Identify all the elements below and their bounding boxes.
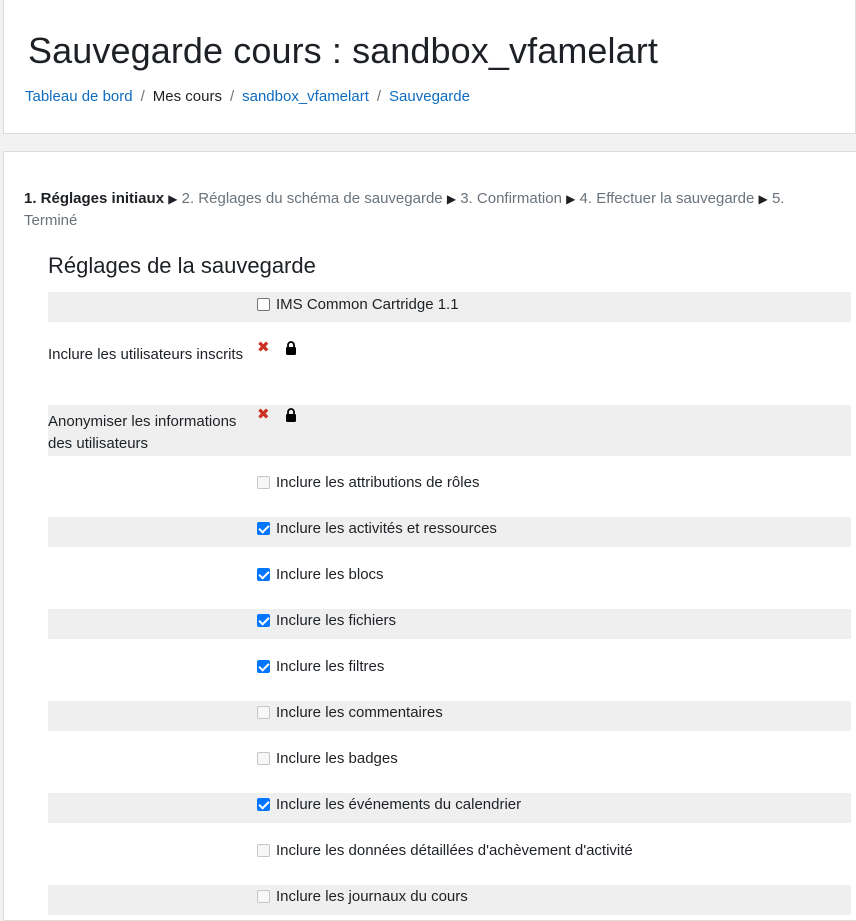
- anonymize-label: Anonymiser les informations des utilisateurs: [48, 413, 237, 452]
- include-users-label: Inclure les utilisateurs inscrits: [48, 346, 244, 363]
- anonymize-value: [257, 407, 297, 422]
- setting-row-include-users: [48, 322, 851, 405]
- role-assignments-checkbox[interactable]: [257, 476, 270, 489]
- filters-checkbox[interactable]: [257, 660, 270, 673]
- lock-icon: [285, 341, 297, 355]
- setting-row-filters: [48, 655, 851, 685]
- filters-label: Inclure les filtres: [276, 658, 385, 675]
- breadcrumb-separator: /: [140, 88, 145, 105]
- activities-checkbox[interactable]: [257, 522, 270, 535]
- comments-checkbox[interactable]: [257, 706, 270, 719]
- setting-row-role-assignments: [48, 471, 851, 501]
- setting-row-blocks: [48, 563, 851, 593]
- main-content: [3, 151, 856, 921]
- progress-step: 4. Effectuer la sauvegarde: [579, 190, 755, 207]
- setting-row-badges: [48, 747, 851, 777]
- files-label: Inclure les fichiers: [276, 612, 397, 629]
- backup-progress-steps: [24, 188, 824, 232]
- ims-cartridge-checkbox[interactable]: [257, 298, 270, 311]
- settings-section-title: Réglages de la sauvegarde: [48, 253, 316, 278]
- page-header: [3, 0, 856, 134]
- option-blocks[interactable]: [257, 566, 384, 583]
- breadcrumb: [25, 88, 470, 105]
- option-comments[interactable]: [257, 704, 443, 721]
- option-calendar[interactable]: [257, 796, 521, 813]
- logs-label: Inclure les journaux du cours: [276, 888, 468, 905]
- option-logs[interactable]: [257, 888, 468, 905]
- role-assignments-label: Inclure les attributions de rôles: [276, 474, 480, 491]
- include-users-value: [257, 340, 297, 355]
- breadcrumb-my-courses: Mes cours: [152, 88, 222, 105]
- setting-row-anonymize: [48, 405, 851, 456]
- breadcrumb-course-link[interactable]: sandbox_vfamelart: [242, 88, 369, 105]
- progress-arrow-icon: ▶: [168, 192, 178, 206]
- breadcrumb-backup-link[interactable]: Sauvegarde: [389, 88, 470, 105]
- comments-label: Inclure les commentaires: [276, 704, 443, 721]
- page-title: Sauvegarde cours : sandbox_vfamelart: [28, 30, 658, 71]
- completion-label: Inclure les données détaillées d'achèvement d'activité: [276, 842, 633, 859]
- option-completion[interactable]: [257, 842, 633, 859]
- cross-icon: ✖: [257, 339, 270, 356]
- ims-cartridge-option[interactable]: [257, 296, 459, 313]
- calendar-checkbox[interactable]: [257, 798, 270, 811]
- blocks-label: Inclure les blocs: [276, 566, 384, 583]
- option-activities[interactable]: [257, 520, 497, 537]
- logs-checkbox[interactable]: [257, 890, 270, 903]
- setting-row-comments: [48, 701, 851, 731]
- progress-step: 5. Terminé: [24, 190, 785, 229]
- setting-row-activities: [48, 517, 851, 547]
- calendar-label: Inclure les événements du calendrier: [276, 796, 522, 813]
- progress-arrow-icon: ▶: [758, 192, 768, 206]
- blocks-checkbox[interactable]: [257, 568, 270, 581]
- option-role-assignments[interactable]: [257, 474, 479, 491]
- progress-step-current: 1. Réglages initiaux: [24, 190, 165, 207]
- option-badges[interactable]: [257, 750, 398, 767]
- setting-row-calendar: [48, 793, 851, 823]
- setting-row-ims: [48, 292, 851, 322]
- progress-step: 2. Réglages du schéma de sauvegarde: [181, 190, 443, 207]
- lock-icon: [285, 408, 297, 422]
- progress-arrow-icon: ▶: [566, 192, 576, 206]
- progress-step: 3. Confirmation: [460, 190, 562, 207]
- completion-checkbox[interactable]: [257, 844, 270, 857]
- progress-arrow-icon: ▶: [446, 192, 457, 206]
- activities-label: Inclure les activités et ressources: [276, 520, 497, 537]
- badges-checkbox[interactable]: [257, 752, 270, 765]
- setting-row-completion: [48, 839, 851, 869]
- setting-row-files: [48, 609, 851, 639]
- files-checkbox[interactable]: [257, 614, 270, 627]
- ims-cartridge-label: IMS Common Cartridge 1.1: [276, 296, 459, 313]
- breadcrumb-separator: /: [376, 88, 382, 105]
- cross-icon: ✖: [257, 406, 270, 423]
- option-files[interactable]: [257, 612, 396, 629]
- badges-label: Inclure les badges: [276, 750, 398, 767]
- option-filters[interactable]: [257, 658, 384, 675]
- breadcrumb-dashboard-link[interactable]: Tableau de bord: [25, 88, 133, 105]
- breadcrumb-separator: /: [229, 88, 235, 105]
